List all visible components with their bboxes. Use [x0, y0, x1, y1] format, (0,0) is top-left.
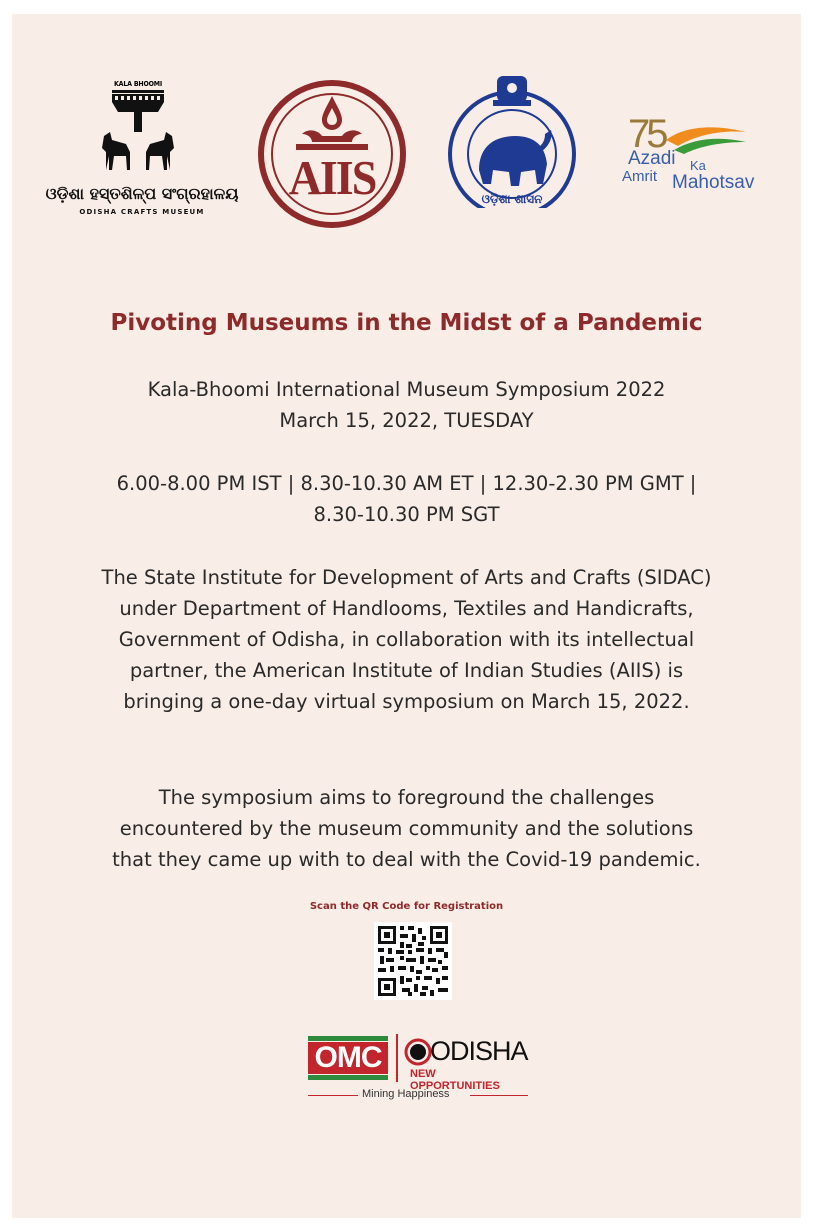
registration-qr-code[interactable] — [374, 922, 452, 1000]
slogan-line-right — [470, 1095, 528, 1096]
event-timings-line1: 6.00-8.00 PM IST | 8.30-10.30 AM ET | 12.30-2.30 PM GMT | — [116, 472, 697, 495]
odisha-word: ODISHA — [430, 1036, 528, 1066]
page-title: Pivoting Museums in the Midst of a Pandemic — [110, 310, 703, 336]
omc-odisha-logo — [308, 1034, 528, 1104]
aiis-logo — [256, 78, 408, 230]
kala-bhoomi-label: KALA BHOOMI — [113, 80, 163, 88]
azadi-word: Azadi — [628, 148, 676, 169]
poster — [12, 14, 801, 1218]
aiis-text: AIIS — [288, 150, 376, 205]
omc-text: OMC — [308, 1042, 388, 1074]
event-date: March 15, 2022, TUESDAY — [279, 409, 534, 432]
azadi-75: 75 — [628, 112, 665, 156]
odisha-govt-seal-icon — [445, 74, 579, 208]
new-opportunities-tag: NEW OPPORTUNITIES — [410, 1068, 500, 1092]
description-paragraph: The State Institute for Development of Arts and Crafts (SIDAC) under Department of Handlooms, Textiles and Handicrafts, Government of Odisha, in collaboration with its intellectual partner, the American Institute of Indian Studies (AIIS) is bringing a one-day virtual symposium on March 15, 2022. — [101, 566, 712, 713]
registration-label: Scan the QR Code for Registration — [309, 901, 504, 912]
kala-bhoomi-english-name: ODISHA CRAFTS MUSEUM — [79, 208, 205, 216]
odisha-govt-text-bottom: ଓଡ଼ିଶା ଶାସନ — [481, 192, 543, 206]
azadi-amrit-word: Amrit — [622, 168, 657, 185]
mining-happiness-slogan: Mining Happiness — [362, 1088, 450, 1100]
kala-bhoomi-logo — [42, 80, 242, 220]
azadi-mahotsav-word: Mahotsav — [672, 172, 755, 193]
horse-icon — [98, 90, 178, 172]
event-timings-line2: 8.30-10.30 PM SGT — [313, 503, 500, 526]
omc-logo-block — [308, 1036, 388, 1082]
slogan-line-left — [308, 1095, 358, 1096]
logo-divider — [396, 1034, 398, 1082]
aim-paragraph: The symposium aims to foreground the challenges encountered by the museum community and the solutions that they came up with to deal with the Covid-19 pandemic. — [112, 786, 701, 871]
odisha-govt-logo — [445, 74, 579, 208]
kala-bhoomi-odia-name: ଓଡ଼ିଶା ହସ୍ତଶିଳ୍ପ ସଂଗ୍ରହାଳୟ — [45, 184, 239, 203]
omc-green-bar-bottom — [308, 1075, 388, 1080]
azadi-ka-amrit-mahotsav-logo — [620, 114, 780, 204]
event-name: Kala-Bhoomi International Museum Symposium 2022 — [147, 378, 666, 401]
odisha-circle-icon — [404, 1038, 432, 1066]
azadi-ka-word: Ka — [690, 158, 706, 173]
tricolor-flag-icon — [664, 124, 748, 158]
